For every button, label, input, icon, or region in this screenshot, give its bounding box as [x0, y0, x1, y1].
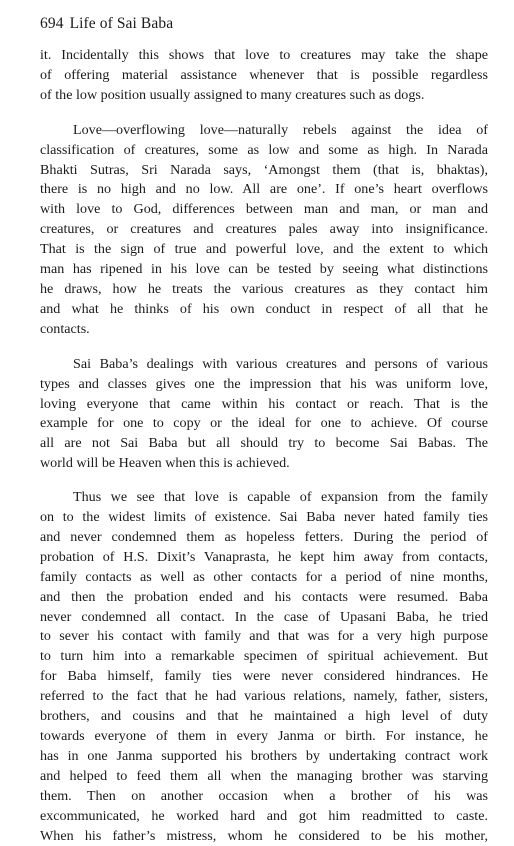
text-line: Love—overflowing love—naturally rebels against the idea of: [73, 121, 488, 138]
text-line: to turn him into a remarkable specimen of spiritual achievement. But: [40, 648, 488, 665]
paragraph-gap: [40, 474, 488, 488]
text-line: When his father’s mistress, whom he considered to be his mother,: [40, 827, 488, 844]
text-line: contacts.: [40, 320, 90, 337]
paragraph-gap: [40, 340, 488, 355]
text-line: of the low position usually assigned to many creatures such as dogs.: [40, 86, 425, 103]
text-line: creatures, or creatures and creatures pales away into insignificance.: [40, 221, 488, 238]
text-line: family contacts as well as other contacts for a period of nine months,: [40, 568, 488, 585]
text-line: man has ripened in his love can be tested by seeing what distinctions: [40, 261, 488, 278]
text-line: all are not Sai Baba but all should try to become Sai Babas. The: [40, 435, 488, 452]
text-line: referred to the fact that he had various relations, namely, father, sisters,: [40, 688, 488, 705]
text-line: and then the probation ended and his contacts were resumed. Baba: [40, 588, 488, 605]
text-line: with love to God, differences between man and man, or man and: [40, 201, 488, 218]
text-line: for Baba himself, family ties were never considered hindrances. He: [40, 668, 488, 685]
text-line: them. Then on another occasion when a brother of his was: [40, 787, 488, 804]
text-line: to sever his contact with family and that was for a very high purpose: [40, 628, 488, 645]
text-line: it. Incidentally this shows that love to creatures may take the shape: [40, 47, 488, 63]
text-line: he draws, how he treats the various creatures as they contact him: [40, 280, 488, 297]
text-line: of offering material assistance whenever that is possible regardless: [40, 66, 488, 83]
text-line: and never condemned them as hopeless fetters. During the period of: [40, 528, 488, 545]
text-line: and what he thinks of his own conduct in respect of all that he: [40, 300, 488, 317]
paragraph-3: [40, 355, 488, 474]
text-line: probation of H.S. Dixit’s Vanaprasta, he kept him away from contacts,: [40, 548, 488, 565]
text-line: loving everyone that came within his contact or reach. That is the: [40, 395, 488, 412]
paragraph-2: [40, 121, 488, 340]
paragraph-4: [40, 488, 488, 846]
text-line: classification of creatures, some as low and some as high. In Narada: [40, 141, 488, 158]
text-line: example for one to copy or the ideal for one to achieve. Of course: [40, 415, 488, 432]
text-line: world will be Heaven when this is achieved.: [40, 455, 290, 472]
running-title: Life of Sai Baba: [69, 15, 174, 32]
text-line: has in one Janma supported his brothers by undertaking contract work: [40, 747, 488, 764]
text-line: towards everyone of them in every Janma or birth. For instance, he: [40, 728, 488, 744]
page-body: [40, 46, 488, 846]
text-line: there is no high and no low. All are one’. If one’s heart overflows: [40, 181, 488, 198]
text-line: That is the sign of true and powerful love, and the extent to which: [40, 241, 488, 258]
text-line: Bhakti Sutras, Sri Narada says, ‘Amongst them (that is, bhaktas),: [40, 161, 488, 178]
page-number: 694: [40, 15, 64, 32]
paragraph-gap: [40, 106, 488, 121]
text-line: on to the widest limits of existence. Sai Baba never hated family ties: [40, 509, 488, 526]
text-line: excommunicated, he worked hard and got him readmitted to caste.: [40, 807, 488, 824]
text-line: types and classes gives one the impression that his was uniform love,: [40, 375, 488, 392]
text-line: Sai Baba’s dealings with various creatures and persons of various: [73, 355, 488, 372]
text-line: never condemned all contact. In the case of Upasani Baba, he tried: [40, 608, 488, 625]
paragraph-1: [40, 46, 488, 106]
text-line: brothers, and cousins and that he maintained a high level of duty: [40, 708, 488, 725]
running-header: [40, 14, 173, 34]
text-line: and helped to feed them all when the managing brother was starving: [40, 767, 488, 784]
text-line: Thus we see that love is capable of expansion from the family: [73, 489, 488, 506]
